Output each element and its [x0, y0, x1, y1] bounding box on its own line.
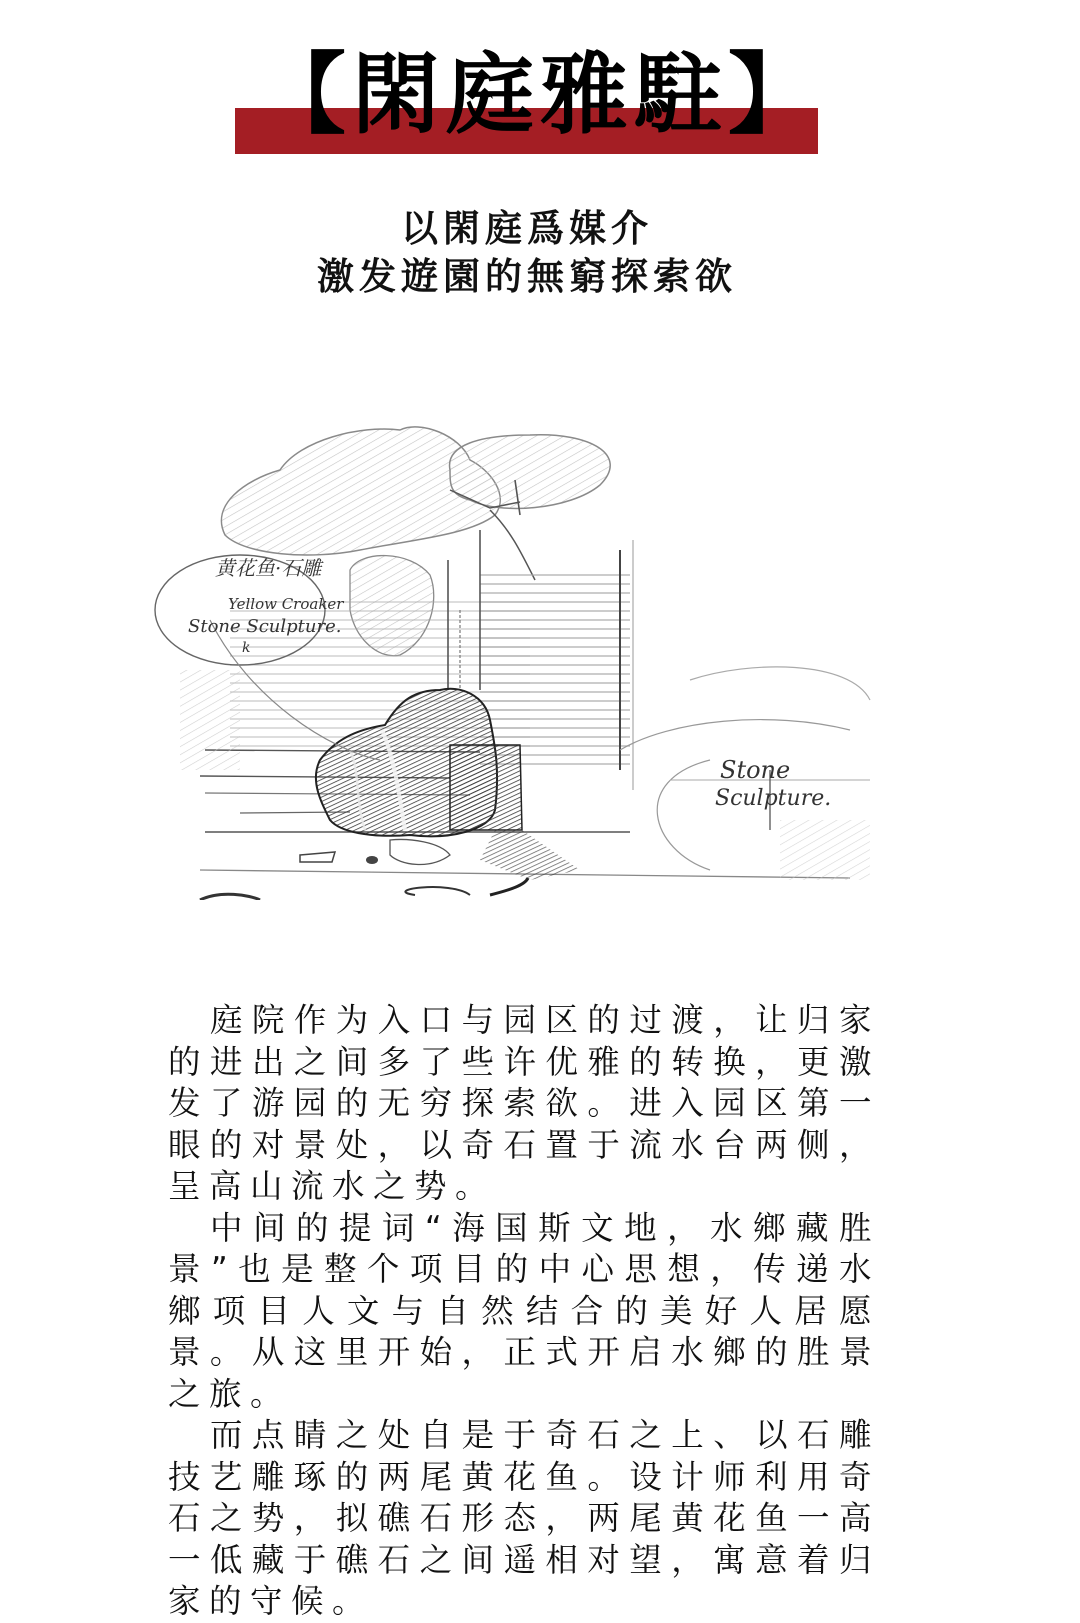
annotation-left-chinese: 黄花鱼·石雕 [215, 556, 322, 580]
title-block [0, 40, 1080, 170]
annotation-left-english-2: Stone Sculpture. [188, 616, 342, 637]
paragraph-2: 中间的提词“海国斯文地，水鄉藏胜景”也是整个项目的中心思想，传递水鄉项目人文与自然结合的美好人居愿景。从这里开始，正式开启水鄉的胜景之旅。 [168, 1208, 880, 1413]
svg-text:k: k [242, 640, 251, 656]
annotation-left-english-1: Yellow Croaker [228, 595, 344, 613]
annotation-right-line-2: Sculpture. [715, 786, 832, 811]
sketch-drawing [150, 400, 880, 900]
page-title: 【閑庭雅駐】 [257, 42, 822, 146]
subtitle [0, 205, 1054, 301]
annotation-right-line-1: Stone [720, 756, 791, 784]
water-platform [450, 745, 522, 830]
subtitle-line-2: 激发遊園的無窮探索欲 [317, 255, 737, 298]
tree-canopy-right [450, 435, 611, 509]
paragraph-1: 庭院作为入口与园区的过渡，让归家的进出之间多了些许优雅的转换，更激发了游园的无穷探索欲。进入园区第一眼的对景处，以奇石置于流水台两侧，呈高山流水之势。 [168, 1001, 880, 1205]
pencil-sketch-illustration [150, 400, 880, 900]
article-body [168, 1000, 880, 1623]
paragraph-3: 而点睛之处自是于奇石之上、以石雕技艺雕琢的两尾黄花鱼。设计师利用奇石之势，拟礁石形态，两尾黄花鱼一高一低藏于礁石之间遥相对望，寓意着归家的守候。 [168, 1416, 880, 1620]
subtitle-line-1: 以閑庭爲媒介 [401, 207, 653, 250]
